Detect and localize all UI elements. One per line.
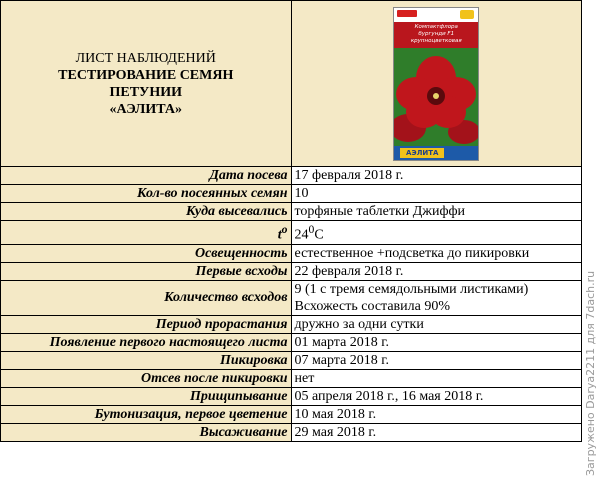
seed-packet-image [393, 7, 479, 161]
table-row [1, 244, 582, 262]
table-row [1, 405, 582, 423]
row-label: Прищипывание [1, 387, 292, 405]
row-label: Появление первого настоящего листа [1, 333, 292, 351]
temperature-symbol-sup: o [281, 223, 288, 236]
table-row [1, 351, 582, 369]
table-row [1, 167, 582, 185]
header-row [1, 1, 582, 167]
table-row [1, 203, 582, 221]
row-label: Количество всходов [1, 280, 292, 315]
table-row [1, 262, 582, 280]
row-value: 29 мая 2018 г. [291, 423, 582, 441]
row-label: Дата посева [1, 167, 292, 185]
packet-title-line-1: Компактфлора [414, 24, 458, 30]
table-row [1, 369, 582, 387]
row-label: Бутонизация, первое цветение [1, 405, 292, 423]
temperature-degree: 0 [308, 223, 315, 236]
row-value: 01 марта 2018 г. [291, 333, 582, 351]
petunia-flower-icon [394, 48, 478, 146]
packet-photo [394, 48, 478, 146]
row-value: 10 мая 2018 г. [291, 405, 582, 423]
sheet-title [1, 1, 292, 167]
row-label: Отсев после пикировки [1, 369, 292, 387]
temperature-unit: С [314, 227, 324, 243]
seed-packet-cell [291, 1, 582, 167]
row-value: естественное +подсветка до пикировки [291, 244, 582, 262]
temperature-symbol: t [277, 227, 282, 243]
row-value: 05 апреля 2018 г., 16 мая 2018 г. [291, 387, 582, 405]
table-row [1, 221, 582, 245]
table-row [1, 315, 582, 333]
row-label: Период прорастания [1, 315, 292, 333]
packet-title-line-3: крупноцветковая [410, 38, 462, 44]
title-line-2: ТЕСТИРОВАНИЕ СЕМЯН [58, 67, 234, 83]
packet-title-line-2: бургунди F1 [418, 31, 455, 37]
row-label: Пикировка [1, 351, 292, 369]
row-label: Высаживание [1, 423, 292, 441]
row-value: 22 февраля 2018 г. [291, 262, 582, 280]
row-value: торфяные таблетки Джиффи [291, 203, 582, 221]
row-value-multiline [291, 280, 582, 315]
row-value: 17 февраля 2018 г. [291, 167, 582, 185]
row-label-temperature [1, 221, 292, 245]
row-label: Куда высевались [1, 203, 292, 221]
upload-watermark: Загружено Darya2211 для 7dach.ru [584, 270, 597, 476]
packet-brand: АЭЛИТА [400, 148, 444, 158]
packet-new-badge [397, 10, 417, 17]
title-line-4: «АЭЛИТА» [109, 101, 182, 117]
row-value-temperature [291, 221, 582, 245]
row-value-line-2: Всхожесть составила 90% [294, 298, 450, 314]
row-value: дружно за одни сутки [291, 315, 582, 333]
title-line-3: ПЕТУНИИ [109, 84, 182, 100]
table-row [1, 387, 582, 405]
table-row [1, 333, 582, 351]
packet-logo [460, 10, 474, 19]
table-row [1, 423, 582, 441]
table-row [1, 185, 582, 203]
row-label: Первые всходы [1, 262, 292, 280]
packet-title [398, 24, 474, 45]
table-row [1, 280, 582, 315]
row-value: 07 марта 2018 г. [291, 351, 582, 369]
row-label: Освещенность [1, 244, 292, 262]
row-label: Кол-во посеянных семян [1, 185, 292, 203]
temperature-number: 24 [294, 227, 309, 243]
row-value: нет [291, 369, 582, 387]
row-value-line-1: 9 (1 с тремя семядольными листиками) [294, 281, 529, 297]
title-line-1: ЛИСТ НАБЛЮДЕНИЙ [75, 50, 216, 66]
row-value: 10 [291, 185, 582, 203]
